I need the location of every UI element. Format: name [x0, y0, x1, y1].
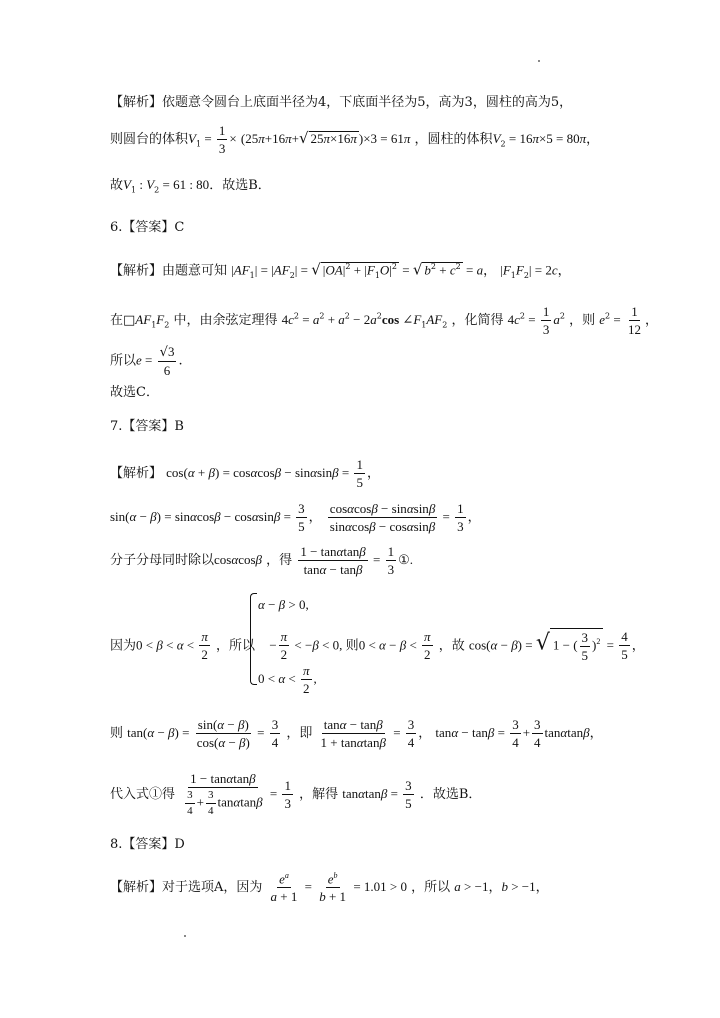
text-line: 【解析】依题意令圆台上底面半径为4，下底面半径为5，高为3，圆柱的高为5， [110, 95, 573, 110]
speck-bottom [184, 935, 186, 937]
formula-line: 则 tan(α − β) = $\frac{\sin(\alpha - \beta)}{\cos(\alpha - \beta)}$ = $\frac{3}{4}$ ，即 $\frac{\tan\alpha - \tan\beta}{1 + \tan\alpha\tan\beta}$ = $\frac{3}{4}$ ， tanα − tanβ = $\frac{3}{4}$ + $\frac{3}{4}$ tanαtanβ， [110, 717, 603, 750]
speck-top [538, 60, 540, 62]
formula-line: 则圆台的体积$V_1$ = $\frac{1}{3}$ × (25π+16π+√ 25π×16π )×3 = 61π ，圆柱的体积$V_2 = 16\pi\times 5 = 80\pi$， [110, 123, 600, 156]
formula-line: 【解析】由题意可知 $|AF_1| = |AF_2|$ = √ $|OA|^2 + |F_1O|^2$ = √ $b^2 + c^2 = a$， $|F_1F_2| = 2c$， [110, 260, 571, 280]
formula-line: 因为0 < β < α < $\frac{\pi}{2}$ ，所以 − $\frac{\pi}{2}$ < −β < 0, 则0 < α − β < $\frac{\pi}{2}$ ，故 cos(α − β) = √ 1 − ( $\frac{3}{5}$ )$^2$ = $\frac{4}{5}$ ， [110, 629, 645, 663]
formula-line: 【解析】 cos(α + β) = cosαcosβ − sinαsinβ = $\frac{1}{5}$ ， [110, 457, 380, 490]
formula-line: 代入式①得 1 − tanαtanβ $\frac{3}{4}$ + $\frac{3}{4}$ tanαtanβ = $\frac{1}{3}$ ，解得 tanαtanβ = $\frac{3}{5}$ ．故选B． [110, 771, 482, 817]
fraction: $\frac{1}{3}$ [218, 123, 226, 156]
answer-heading: 6.【答案】C [110, 220, 185, 235]
system-row: α − β > 0, [258, 597, 309, 612]
text-line: 故选C． [110, 385, 159, 400]
formula-line: 在$□AF_1F_2$ 中，由余弦定理得 $4c^2 = a^2 + a^2 - 2a^2\cos$ $\angle F_1AF_2$ ，化简得 $4c^2$ = $\frac{1}{3}$ $a^2$ ，则 $e^2$ = $\frac{1}{12}$ ， [110, 304, 658, 337]
answer-heading: 7.【答案】B [110, 419, 184, 434]
formula-line: sin(α − β) = sinαcosβ − cosαsinβ = $\frac{3}{5}$ ， $\frac{\cos\alpha\cos\beta - \sin\alpha\sin\beta}{\sin\alpha\cos\beta - \cos\alpha\sin\beta}$ = $\frac{1}{3}$ ， [110, 501, 481, 534]
system-row: 0 < α < $\frac{\pi}{2}$ , [258, 663, 317, 696]
formula-line: 分子分母同时除以cosαcosβ ，得 $\frac{1 - \tan\alpha\tan\beta}{\tan\alpha - \tan\beta}$ = $\frac{1}{3}$ ①. [110, 544, 413, 577]
answer-heading: 8.【答案】D [110, 837, 185, 852]
formula-line: 【解析】对于选项A，因为 $\frac{e^a}{a + 1}$ = $\frac{e^b}{b + 1}$ = 1.01 > 0 ，所以 a > −1，b > −1， [110, 871, 549, 905]
formula-line: 故$V_1$ : $V_2 = 61$ : 80．故选B． [110, 177, 271, 195]
formula-line: 所以e = $\frac{√3}{6}$ . [110, 344, 183, 378]
